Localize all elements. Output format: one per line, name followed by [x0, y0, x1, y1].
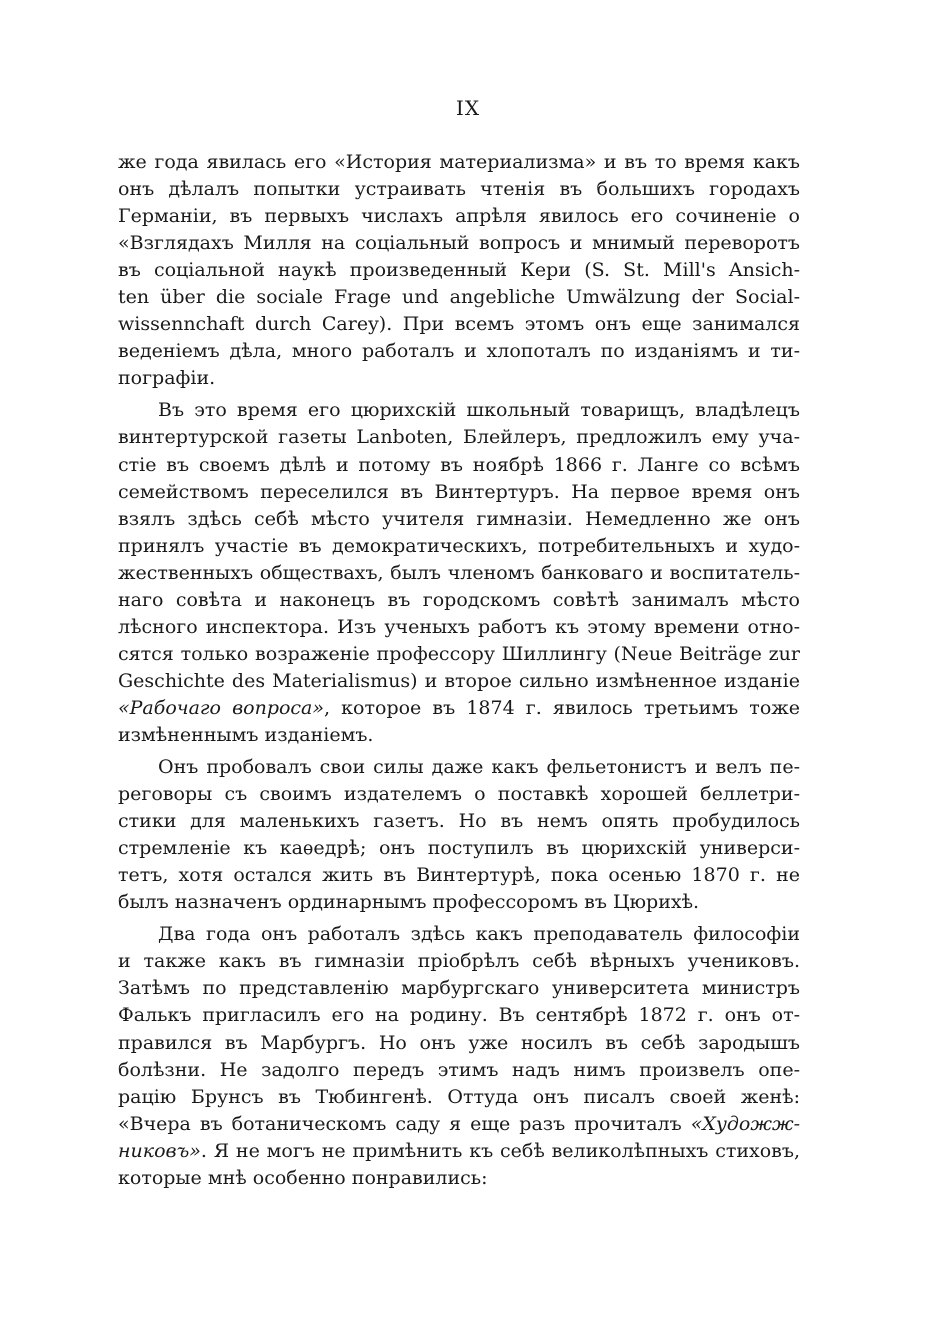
text-line: принялъ участіе въ демократическихъ, потребительныхъ и худо- — [118, 534, 800, 557]
text-line: реговоры съ своимъ издателемъ о поставкѣ хорошей беллетри- — [118, 783, 800, 806]
text-line: Затѣмъ по представленію марбургскаго университета министръ — [118, 977, 800, 1000]
text-line: которые мнѣ особенно понравились: — [118, 1166, 488, 1189]
text-line: Фалькъ пригласилъ его на родину. Въ сентябрѣ 1872 г. онъ от- — [118, 1004, 800, 1027]
italic-title: «Рабочаго вопроса» — [118, 696, 325, 719]
text-line: веденіемъ дѣла, много работалъ и хлопоталъ по изданіямъ и ти- — [118, 340, 800, 363]
text-line — [118, 695, 800, 722]
text-line: Германіи, въ первыхъ числахъ апрѣля явилось его сочиненіе о — [118, 205, 800, 228]
text-line: и также какъ въ гимназіи пріобрѣлъ себѣ вѣрныхъ учениковъ. — [118, 950, 800, 973]
text-line: въ соціальной наукѣ произведенный Кери (S. St. Mill's Ansich- — [118, 259, 800, 282]
text-line: Въ это время его цюрихскій школьный товарищъ, владѣлецъ — [158, 399, 800, 422]
page-number: IX — [455, 96, 481, 120]
text-line: онъ дѣлалъ попытки устраивать чтенія въ большихъ городахъ — [118, 178, 800, 201]
text-line: ten über die sociale Frage und angebliche Umwälzung der Social- — [118, 286, 800, 309]
italic-title: «Художж- — [690, 1112, 800, 1135]
text-line: болѣзни. Не задолго передъ этимъ надъ нимъ произвелъ опе- — [118, 1058, 800, 1081]
text-line: семействомъ переселился въ Винтертуръ. На первое время онъ — [118, 480, 800, 503]
paragraph-1 — [118, 149, 800, 392]
text-line: былъ назначенъ ординарнымъ профессоромъ въ Цюрихѣ. — [118, 891, 700, 914]
text-line: рацію Брунсъ въ Тюбингенѣ. Оттуда онъ писалъ своей женѣ: — [118, 1085, 800, 1108]
text-line: правился въ Марбургъ. Но онъ уже носилъ въ себѣ зародышъ — [118, 1031, 800, 1054]
text-line: стики для маленькихъ газетъ. Но въ немъ опять пробудилось — [118, 810, 800, 833]
text-line — [118, 1111, 800, 1138]
text-line: wissennchaft durch Carey). При всемъ этомъ онъ еще занимался — [118, 313, 800, 336]
text-line: измѣненнымъ изданіемъ. — [118, 723, 374, 746]
text-line — [118, 1138, 800, 1165]
text-fragment: «Вчера въ ботаническомъ саду я еще разъ прочиталъ — [118, 1112, 691, 1135]
text-line: тетъ, хотя остался жить въ Винтертурѣ, пока осенью 1870 г. не — [118, 864, 800, 887]
body-text — [118, 149, 800, 1192]
text-fragment: , которое въ 1874 г. явилось третьимъ тоже — [324, 696, 800, 719]
text-line: наго совѣта и наконецъ въ городскомъ совѣтѣ занималъ мѣсто — [118, 588, 800, 611]
text-line: пографіи. — [118, 367, 216, 390]
text-line: стіе въ своемъ дѣлѣ и потому въ ноябрѣ 1866 г. Ланге со всѣмъ — [118, 453, 800, 476]
paragraph-4 — [118, 921, 800, 1191]
text-line: Два года онъ работалъ здѣсь какъ преподаватель философіи — [158, 923, 800, 946]
text-line: сятся только возраженіе профессору Шиллингу (Neue Beiträge zur — [118, 642, 800, 665]
text-line: винтертурской газеты Lanboten, Блейлеръ, предложилъ ему уча- — [118, 426, 800, 449]
text-line: стремленіе къ каѳедрѣ; онъ поступилъ въ цюрихскій универси- — [118, 837, 800, 860]
paragraph-2 — [118, 397, 800, 749]
text-line: «Взглядахъ Милля на соціальный вопросъ и мнимый переворотъ — [118, 232, 800, 255]
text-line: Онъ пробовалъ свои силы даже какъ фельетонистъ и велъ пе- — [158, 756, 800, 779]
text-line: Geschichte des Materialismus) и второе сильно измѣненное изданіе — [118, 669, 800, 692]
text-fragment: . Я не могъ не примѣнить къ себѣ великолѣпныхъ стиховъ, — [200, 1139, 800, 1162]
text-line: взялъ здѣсь себѣ мѣсто учителя гимназіи. Немедленно же онъ — [118, 507, 800, 530]
paragraph-3 — [118, 754, 800, 916]
text-line: жественныхъ обществахъ, былъ членомъ банковаго и воспитатель- — [118, 561, 800, 584]
italic-title: никовъ» — [118, 1139, 201, 1162]
text-line: лѣсного инспектора. Изъ ученыхъ работъ къ этому времени отно- — [118, 615, 800, 638]
text-line: же года явилась его «История материализма» и въ то время какъ — [118, 151, 800, 173]
